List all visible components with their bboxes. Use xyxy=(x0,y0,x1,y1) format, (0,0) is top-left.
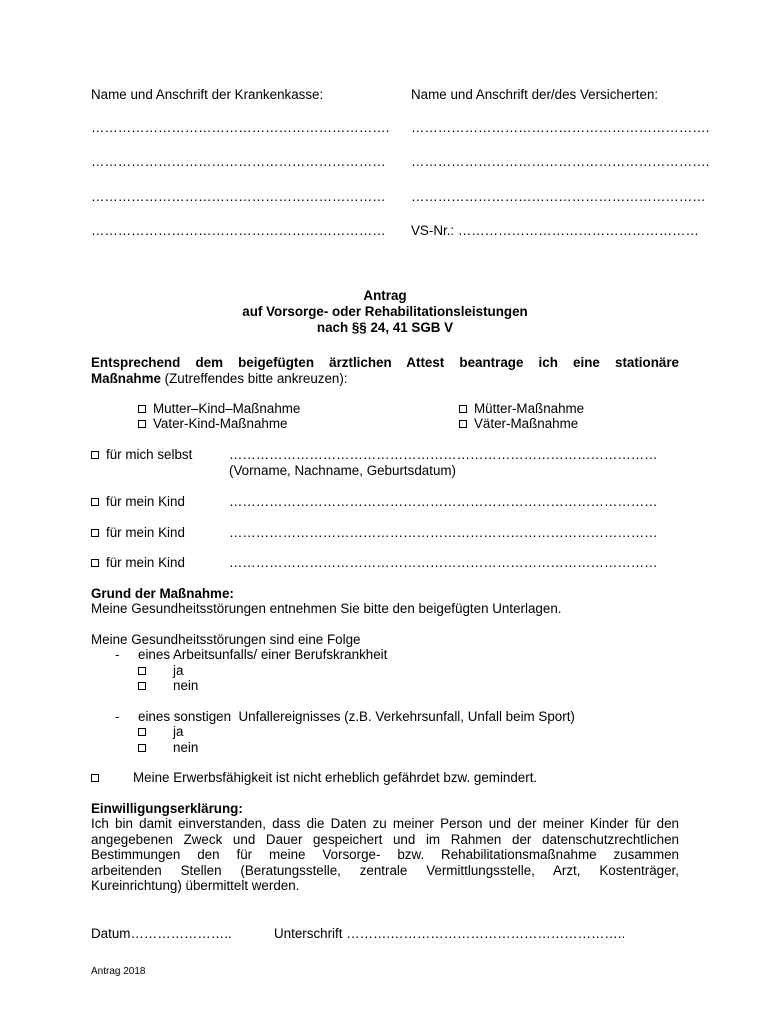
other-accident-dash: - xyxy=(115,709,120,724)
accident-dash: - xyxy=(115,647,120,662)
option-label: Vater-Kind-Maßnahme xyxy=(153,416,288,431)
option-label: Mutter–Kind–Maßnahme xyxy=(153,401,301,416)
earning-capacity-row[interactable] xyxy=(91,770,537,786)
person-child-3-line[interactable]: …………………………………………………………………………………… xyxy=(229,555,658,570)
consent-line-3: Bestimmungen den für meine Vorsorge- bzw. Rehabilitationsmaßnahme zusammen xyxy=(91,847,679,862)
date-label: Datum xyxy=(91,926,131,941)
checkbox[interactable] xyxy=(459,405,467,413)
consent-heading: Einwilligungserklärung: xyxy=(91,801,243,816)
title-line-1: Antrag xyxy=(363,288,407,303)
option-fathers[interactable] xyxy=(459,416,578,432)
insurer-line-2[interactable]: ………………………………………………………… xyxy=(91,154,386,169)
signature-field[interactable] xyxy=(274,926,625,942)
accident-no[interactable] xyxy=(138,678,198,694)
checkbox[interactable] xyxy=(91,451,99,459)
insured-line-3[interactable]: ………………………………………………………… xyxy=(411,189,706,204)
checkbox[interactable] xyxy=(459,420,467,428)
person-self-line[interactable]: …………………………………………………………………………………… xyxy=(229,447,658,462)
checkbox[interactable] xyxy=(91,774,99,782)
checkbox[interactable] xyxy=(91,559,99,567)
accident-yes[interactable] xyxy=(138,663,183,679)
vs-number-label: VS-Nr.: xyxy=(411,223,455,238)
checkbox[interactable] xyxy=(138,405,146,413)
insurer-label: Name und Anschrift der Krankenkasse: xyxy=(91,87,324,102)
other-accident-yes[interactable] xyxy=(138,724,183,740)
person-self-hint: (Vorname, Nachname, Geburtsdatum) xyxy=(229,463,456,478)
consent-line-4: arbeitenden Stellen (Beratungsstelle, zentrale Vermittlungsstelle, Arzt, Kostenträger, xyxy=(91,863,679,878)
person-self[interactable] xyxy=(91,447,192,463)
signature-line[interactable]: ……….…………………………………………….. xyxy=(346,926,626,941)
intro-bold-line-1: Entsprechend dem beigefügten ärztlichen Attest beantrage ich eine stationäre xyxy=(91,355,679,370)
intro-bold-line-2: Maßnahme xyxy=(91,371,161,386)
reason-heading: Grund der Maßnahme: xyxy=(91,586,234,601)
insurer-line-1[interactable]: …………………………………………………………. xyxy=(91,120,390,135)
option-label: nein xyxy=(173,740,199,755)
consent-line-5: Kureinrichtung) übermittelt werden. xyxy=(91,878,300,893)
insurer-line-4[interactable]: ………………………………………………………… xyxy=(91,223,386,238)
signature-label: Unterschrift xyxy=(274,926,343,941)
other-accident-no[interactable] xyxy=(138,740,198,756)
insured-line-2[interactable]: …………………………………………………………. xyxy=(411,154,710,169)
date-line[interactable]: ………………….. xyxy=(130,926,232,941)
intro-hint: (Zutreffendes bitte ankreuzen): xyxy=(160,371,348,386)
title-line-3: nach §§ 24, 41 SGB V xyxy=(316,320,454,335)
other-accident-text: eines sonstigen Unfallereignisses (z.B. Verkehrsunfall, Unfall beim Sport) xyxy=(138,709,575,724)
checkbox[interactable] xyxy=(138,420,146,428)
checkbox[interactable] xyxy=(138,682,146,690)
consent-line-2: angegebenen Zweck und Dauer gespeichert und im Rahmen der datenschutzrechtlichen xyxy=(91,832,679,847)
person-child-1[interactable] xyxy=(91,494,185,510)
checkbox[interactable] xyxy=(138,667,146,675)
checkbox[interactable] xyxy=(138,744,146,752)
insured-line-1[interactable]: …………………………………………………………. xyxy=(411,120,710,135)
person-child-2-line[interactable]: …………………………………………………………………………………… xyxy=(229,525,658,540)
option-father-child[interactable] xyxy=(138,416,287,432)
vs-number-row[interactable] xyxy=(411,223,699,239)
person-label: für mein Kind xyxy=(106,555,185,570)
person-child-2[interactable] xyxy=(91,525,185,541)
consequence-intro: Meine Gesundheitsstörungen sind eine Folge xyxy=(91,632,361,647)
person-child-3[interactable] xyxy=(91,555,185,571)
checkbox[interactable] xyxy=(91,498,99,506)
checkbox[interactable] xyxy=(138,728,146,736)
insured-label: Name und Anschrift der/des Versicherten: xyxy=(411,87,659,102)
intro-line-2 xyxy=(91,371,348,387)
reason-text: Meine Gesundheitsstörungen entnehmen Sie bitte den beigefügten Unterlagen. xyxy=(91,601,562,616)
option-mother-child[interactable] xyxy=(138,401,300,417)
person-label: für mich selbst xyxy=(106,447,193,462)
option-mothers[interactable] xyxy=(459,401,584,417)
option-label: nein xyxy=(173,678,199,693)
option-label: Mütter-Maßnahme xyxy=(474,401,585,416)
option-label: ja xyxy=(173,724,184,739)
title-line-2: auf Vorsorge- oder Rehabilitationsleistungen xyxy=(242,304,528,319)
earning-capacity-text: Meine Erwerbsfähigkeit ist nicht erheblich gefährdet bzw. gemindert. xyxy=(133,770,538,785)
option-label: ja xyxy=(173,663,184,678)
accident-text: eines Arbeitsunfalls/ einer Berufskrankheit xyxy=(138,647,388,662)
checkbox[interactable] xyxy=(91,529,99,537)
option-label: Väter-Maßnahme xyxy=(474,416,579,431)
footer-note: Antrag 2018 xyxy=(91,966,146,977)
insurer-line-3[interactable]: ………………………………………………………… xyxy=(91,189,386,204)
person-child-1-line[interactable]: …………………………………………………………………………………… xyxy=(229,494,658,509)
person-label: für mein Kind xyxy=(106,525,185,540)
vs-number-line[interactable]: ……………………………………………… xyxy=(457,223,699,238)
consent-line-1: Ich bin damit einverstanden, dass die Daten zu meiner Person und der meiner Kinder für den xyxy=(91,816,679,831)
person-label: für mein Kind xyxy=(106,494,185,509)
date-field[interactable] xyxy=(91,926,232,942)
